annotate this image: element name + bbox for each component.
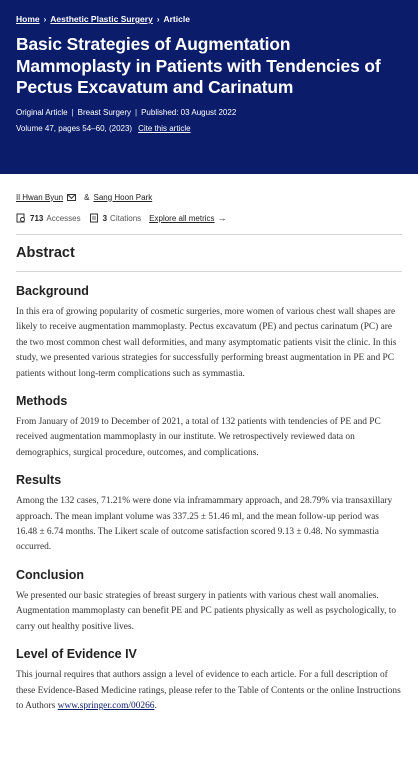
section-text: Among the 132 cases, 71.21% were done via inframammary approach, and 28.79% via transaxillary approach. The mean implant volume was 337.25 ± 51.46 ml, and the mean follow-up period was 16.48 ± 6.74 months. The Likert scale of outcome satisfaction scored 9.13 ± 0.48. No symmastia occurred. bbox=[16, 496, 393, 553]
author-separator: & bbox=[84, 192, 90, 202]
section-text: In this era of growing popularity of cosmetic surgeries, more women of various chest wall shapes are likely to receive augmentation mammoplasty. Pectus excavatum (PE) and pectus carinatum (PC) are the two most common chest wall deformities, and many asymptomatic patients visit the clinic. In this study, we presented various strategies for successfully performing breast augmentation in PE and PC patients without long-term complications such as symmastia. bbox=[16, 307, 397, 379]
breadcrumb bbox=[16, 12, 402, 26]
breadcrumb-separator-icon: › bbox=[43, 14, 47, 24]
abstract-heading: Abstract bbox=[16, 245, 75, 261]
abstract-section-conclusion bbox=[16, 568, 402, 635]
abstract-section-level-of-evidence bbox=[16, 647, 402, 714]
author-list bbox=[16, 191, 402, 203]
section-text-suffix: . bbox=[154, 700, 157, 711]
section-heading: Results bbox=[16, 473, 62, 488]
author-link[interactable]: Il Hwan Byun bbox=[16, 192, 64, 202]
cite-article-link[interactable]: Cite this article bbox=[138, 124, 191, 133]
citations-count: 3 bbox=[102, 213, 108, 223]
volume-info: Volume 47, pages 54–60, (2023) bbox=[16, 124, 133, 133]
section-text: We presented our basic strategies of breast surgery in patients with various chest wall anomalies. Augmentation mammoplasty can benefit PE and PC patients physically as well as psychologically, to carry out healthy positive lives. bbox=[16, 590, 397, 632]
meta-divider: | bbox=[135, 108, 138, 117]
article-metrics bbox=[16, 212, 402, 224]
abstract-section-methods bbox=[16, 394, 402, 461]
accesses-count: 713 bbox=[30, 213, 44, 223]
section-heading: Conclusion bbox=[16, 567, 85, 582]
abstract-section-results bbox=[16, 473, 402, 556]
article-type: Original Article bbox=[16, 108, 68, 117]
section-heading: Methods bbox=[16, 394, 68, 409]
breadcrumb-current: Article bbox=[163, 14, 190, 24]
section-text-body: This journal requires that authors assign a level of evidence to each article. For a full description of these Evidence-Based Medicine ratings, please refer to the Table of Contents or the online Instructions to Authors bbox=[16, 670, 401, 711]
section-heading: Background bbox=[16, 284, 89, 298]
section-heading: Level of Evidence IV bbox=[16, 647, 137, 662]
explore-metrics-link[interactable]: Explore all metrics bbox=[149, 213, 215, 223]
springer-instructions-link[interactable]: www.springer.com/00266 bbox=[57, 700, 155, 711]
author-link[interactable]: Sang Hoon Park bbox=[93, 192, 153, 202]
abstract-section-background bbox=[16, 284, 402, 382]
section-text bbox=[16, 668, 402, 714]
article-meta bbox=[16, 107, 402, 119]
meta-divider: | bbox=[71, 108, 74, 117]
article-section: Breast Surgery bbox=[77, 108, 132, 117]
divider bbox=[16, 234, 402, 235]
accesses-label: Accesses bbox=[46, 213, 81, 223]
accesses-icon bbox=[16, 213, 26, 223]
arrow-right-icon: → bbox=[217, 213, 227, 223]
citations-label: Citations bbox=[110, 213, 142, 223]
article-title: Basic Strategies of Augmentation Mammoplasty in Patients with Tendencies of Pectus Excavatum and Carinatum bbox=[16, 34, 381, 97]
breadcrumb-home[interactable]: Home bbox=[16, 14, 40, 24]
article-citation-info bbox=[16, 123, 402, 135]
mail-icon[interactable] bbox=[67, 194, 76, 201]
article-header bbox=[0, 0, 418, 174]
breadcrumb-separator-icon: › bbox=[156, 14, 160, 24]
citations-icon bbox=[89, 213, 99, 223]
section-text: From January of 2019 to December of 2021, a total of 132 patients with tendencies of PE and PC received augmentation mammoplasty in our institute. We retrospectively reviewed data on demographics, surgical procedure, outcomes, and complications. bbox=[16, 417, 381, 458]
breadcrumb-journal[interactable]: Aesthetic Plastic Surgery bbox=[50, 14, 153, 24]
published-date: Published: 03 August 2022 bbox=[141, 108, 237, 117]
divider bbox=[16, 271, 402, 272]
